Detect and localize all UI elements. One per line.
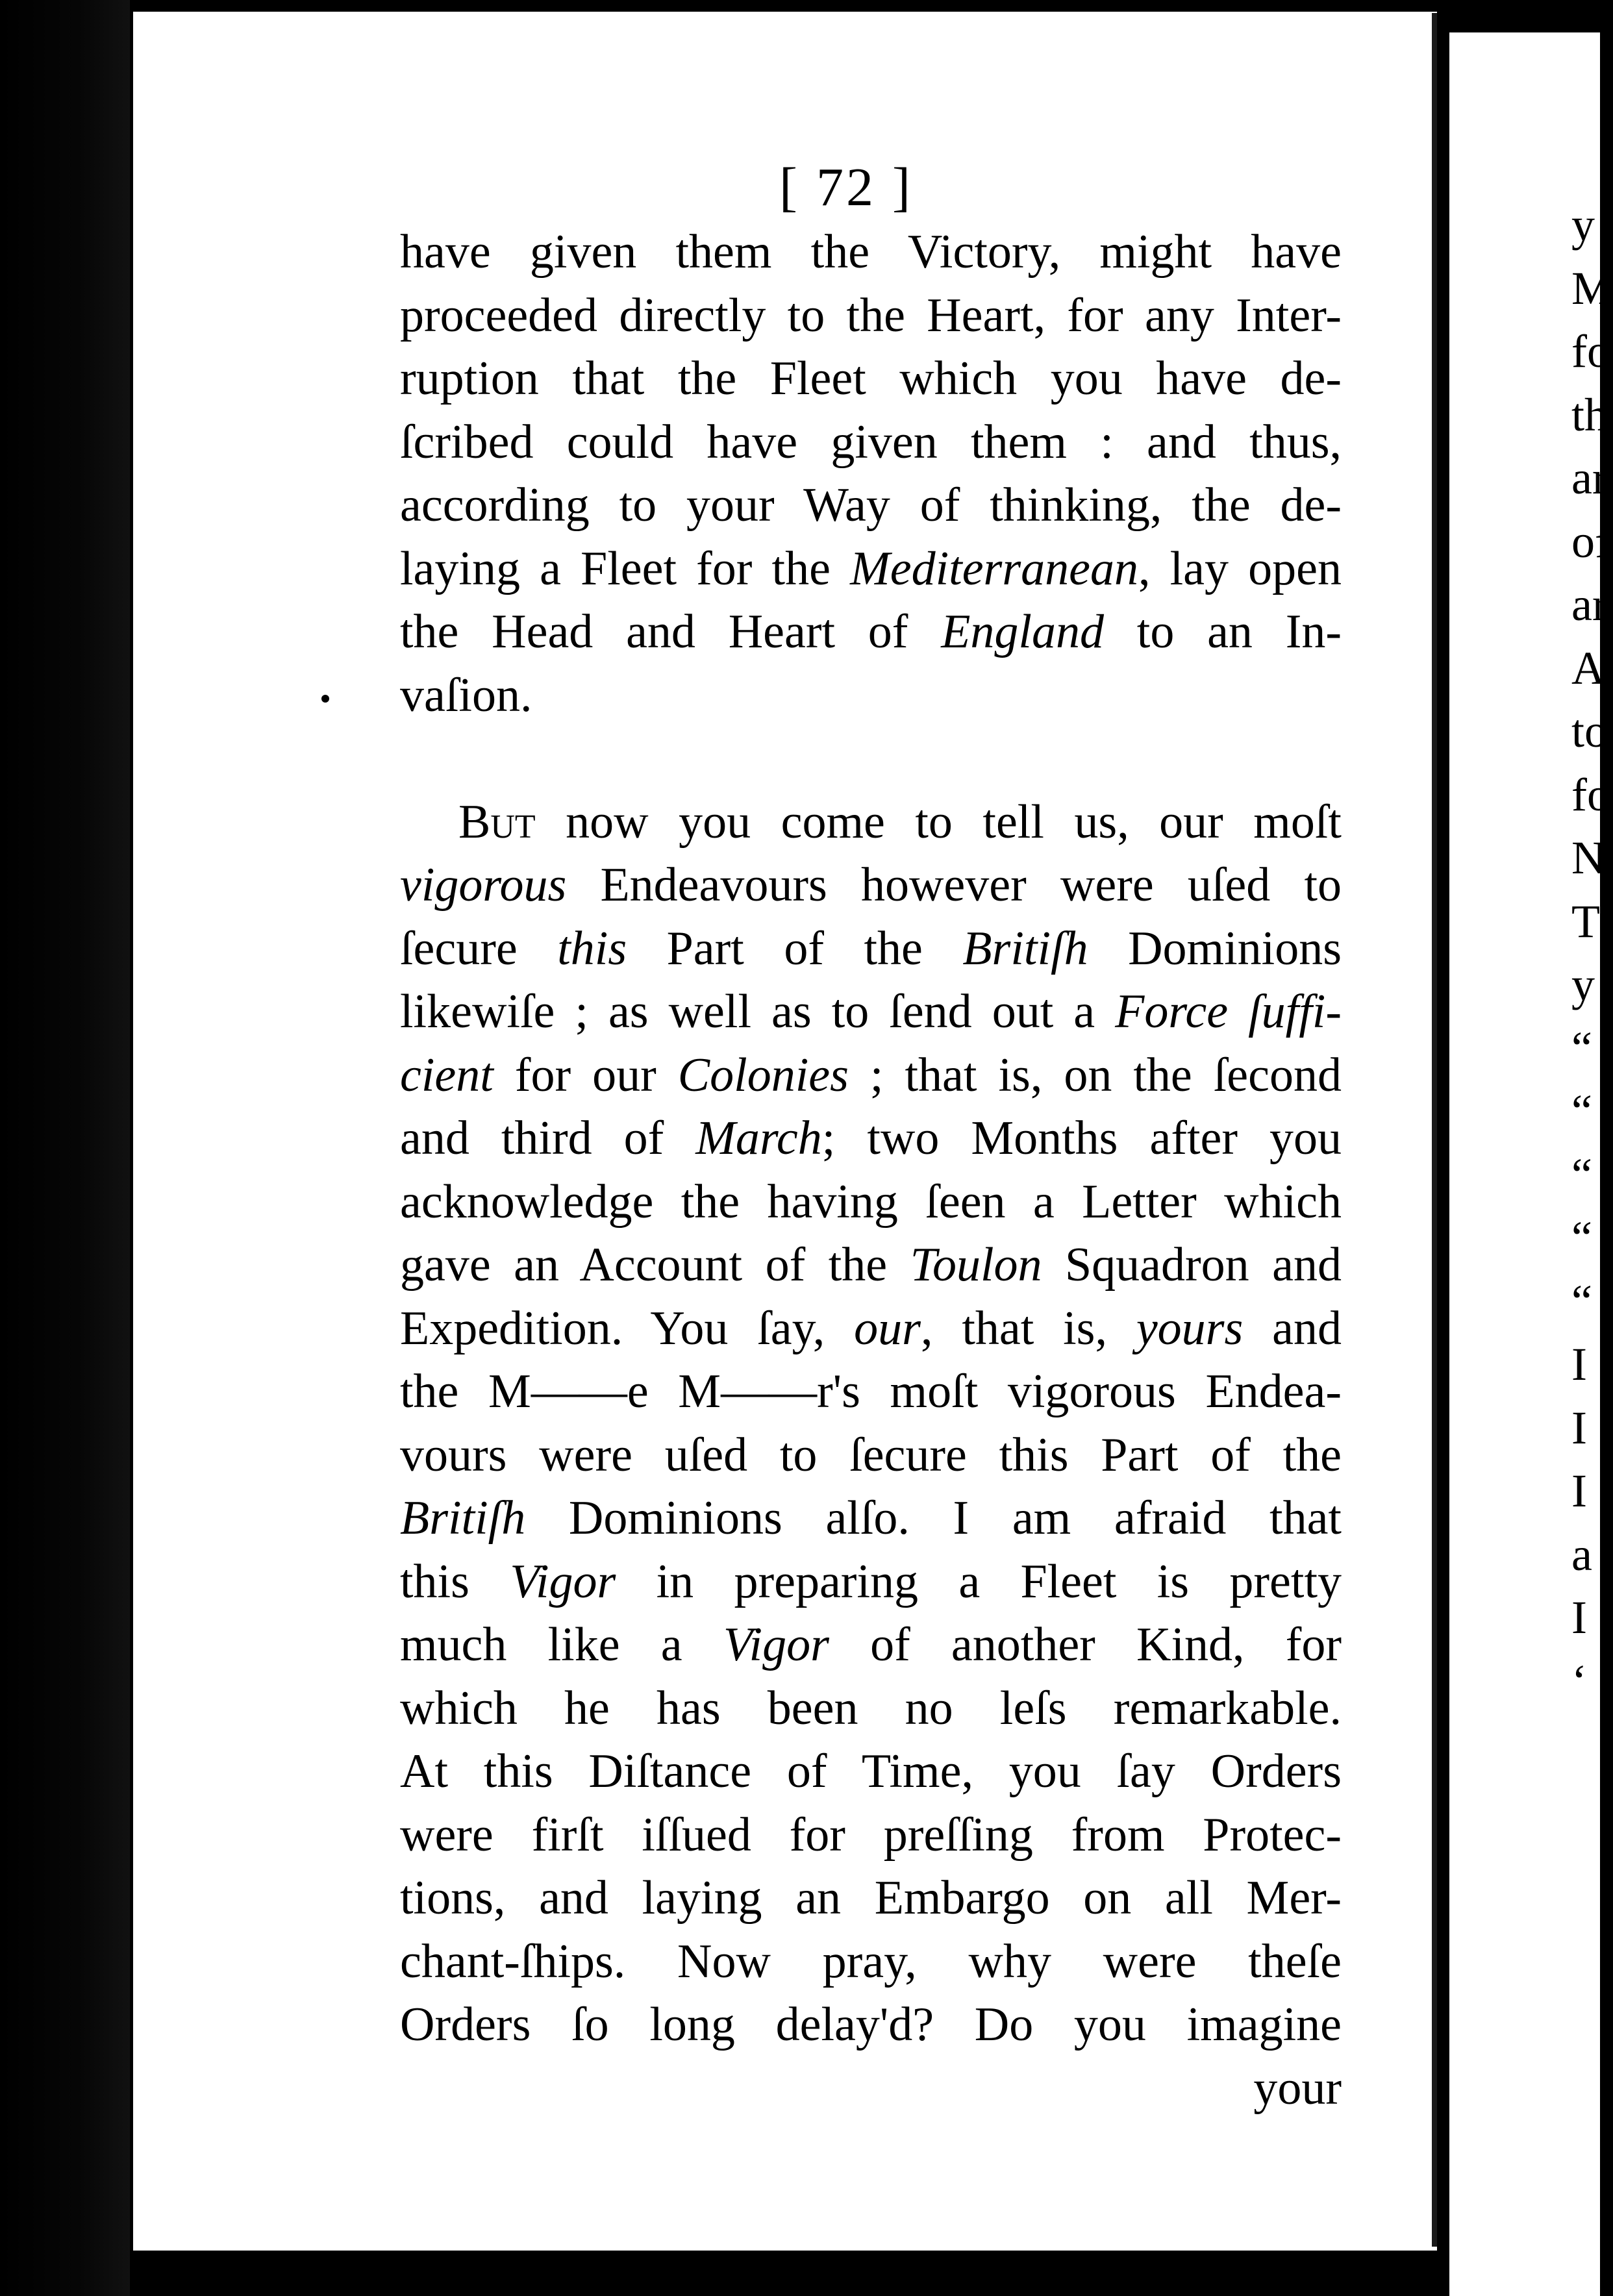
right-page-fragment: y bbox=[1571, 958, 1595, 1010]
right-page-fragment: “ bbox=[1571, 1275, 1592, 1327]
right-page-fragment: fo bbox=[1571, 325, 1610, 377]
page-edge-shadow bbox=[1432, 13, 1437, 2247]
text-line: the M——e M——r's moſt vigorous Endea- bbox=[400, 1365, 1342, 1418]
text-line: this Vigor in preparing a Fleet is pretty bbox=[400, 1554, 1342, 1608]
right-page-fragment: “ bbox=[1571, 1148, 1592, 1201]
text-line: vours were uſed to ſecure this Part of the bbox=[400, 1428, 1342, 1482]
text-line: cient for our Colonies ; that is, on the ſecond bbox=[400, 1048, 1342, 1102]
right-page-fragment: a bbox=[1571, 1528, 1592, 1580]
book-page-right bbox=[1449, 32, 1613, 2296]
text-line: likewiſe ; as well as to ſend out a Force ſuffi- bbox=[400, 985, 1342, 1038]
text-line: But now you come to tell us, our moſt bbox=[458, 795, 1342, 849]
ink-speck bbox=[321, 695, 329, 703]
right-page-fragment: “ bbox=[1571, 1085, 1592, 1137]
paragraph-gap bbox=[400, 727, 1342, 791]
text-line: vigorous Endeavours however were uſed to bbox=[400, 858, 1342, 912]
right-page-fragment: M bbox=[1571, 262, 1613, 314]
text-line: were firſt iſſued for preſſing from Protec- bbox=[400, 1808, 1342, 1862]
text-line: the Head and Heart of England to an In- bbox=[400, 605, 1342, 658]
catchword: your bbox=[1253, 2061, 1342, 2115]
right-page-fragment: N bbox=[1571, 832, 1605, 884]
text-line: ſcribed could have given them : and thus, bbox=[400, 415, 1342, 469]
book-gutter-left bbox=[0, 0, 130, 2296]
right-page-fragment: ar bbox=[1571, 452, 1608, 504]
right-page-fragment: I bbox=[1571, 1591, 1587, 1643]
right-page-fragment: to bbox=[1571, 705, 1608, 757]
right-page-fragment: ‘ bbox=[1571, 1654, 1587, 1707]
text-line: ſecure this Part of the Britiſh Dominions bbox=[400, 921, 1342, 975]
page-text bbox=[400, 221, 1342, 2120]
text-line: ruption that the Fleet which you have de- bbox=[400, 352, 1342, 405]
text-line: chant-ſhips. Now pray, why were theſe bbox=[400, 1934, 1342, 1988]
text-line: gave an Account of the Toulon Squadron and bbox=[400, 1238, 1342, 1292]
text-line: Orders ſo long delay'd? Do you imagine bbox=[400, 1998, 1342, 2051]
text-line: much like a Vigor of another Kind, for bbox=[400, 1618, 1342, 1671]
right-page-fragment: fo bbox=[1571, 768, 1610, 821]
text-line: At this Diſtance of Time, you ſay Orders bbox=[400, 1745, 1342, 1798]
paragraph-1 bbox=[400, 221, 1342, 727]
right-page-fragment: of bbox=[1571, 515, 1610, 568]
text-line: according to your Way of thinking, the de- bbox=[400, 479, 1342, 532]
paragraph-2 bbox=[400, 791, 1342, 2121]
right-page-fragment: A bbox=[1571, 642, 1605, 694]
text-line: and third of March; two Months after you bbox=[400, 1112, 1342, 1165]
text-line: Expedition. You ſay, our, that is, yours and bbox=[400, 1301, 1342, 1355]
text-line: acknowledge the having ſeen a Letter which bbox=[400, 1175, 1342, 1229]
page-number: [ 72 ] bbox=[779, 157, 913, 218]
right-page-fragment: “ bbox=[1571, 1021, 1592, 1074]
right-page-fragment: th bbox=[1571, 388, 1608, 441]
text-line: tions, and laying an Embargo on all Mer- bbox=[400, 1871, 1342, 1925]
right-page-fragment: I bbox=[1571, 1401, 1587, 1454]
right-page-fragment: T bbox=[1571, 895, 1600, 947]
right-page-fragment: ar bbox=[1571, 579, 1608, 630]
right-page-fragment: I bbox=[1571, 1465, 1587, 1517]
text-line: Britiſh Dominions alſo. I am afraid that bbox=[400, 1491, 1342, 1545]
text-line: vaſion. bbox=[400, 668, 532, 722]
text-line: laying a Fleet for the Mediterranean, lay open bbox=[400, 542, 1342, 595]
right-page-fragment: “ bbox=[1571, 1212, 1592, 1264]
text-line: proceeded directly to the Heart, for any Inter- bbox=[400, 288, 1342, 342]
right-page-fragment: y bbox=[1571, 199, 1595, 251]
right-page-fragment: I bbox=[1571, 1338, 1587, 1390]
text-line: which he has been no leſs remarkable. bbox=[400, 1681, 1342, 1735]
text-line: have given them the Victory, might have bbox=[400, 225, 1342, 279]
